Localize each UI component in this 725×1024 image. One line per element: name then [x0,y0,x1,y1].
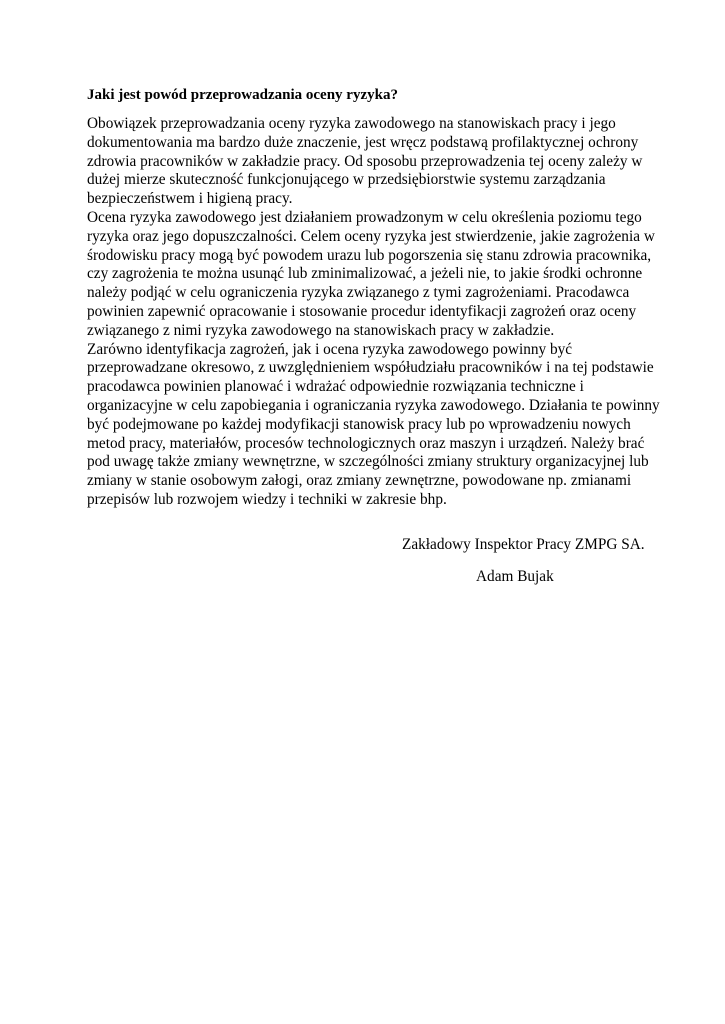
body-line: związanego z nimi ryzyka zawodowego na stanowiskach pracy w zakładzie. [87,321,555,339]
body-line: zdrowia pracowników w zakładzie pracy. Od sposobu przeprowadzenia tej oceny zależy w [87,152,643,170]
body-line: pracodawca powinien planować i wdrażać odpowiednie rozwiązania techniczne i [87,378,584,396]
body-line: być podejmowane po każdej modyfikacji stanowisk pracy lub po wprowadzeniu nowych [87,415,631,433]
body-line: dużej mierze skuteczność funkcjonującego w przedsiębiorstwie systemu zarządzania [87,171,606,189]
body-line: Zarówno identyfikacja zagrożeń, jak i ocena ryzyka zawodowego powinny być [87,340,573,358]
body-line: dokumentowania ma bardzo duże znaczenie, jest wręcz podstawą profilaktycznej ochrony [87,133,639,151]
body-line: ryzyka oraz jego dopuszczalności. Celem oceny ryzyka jest stwierdzenie, jakie zagrożenia w [87,227,655,245]
body-line: metod pracy, materiałów, procesów technologicznych oraz maszyn i urządzeń. Należy brać [87,434,645,452]
body-line: środowisku pracy mogą być powodem urazu lub pogorszenia się stanu zdrowia pracownika, [87,246,652,264]
body-line: pod uwagę także zmiany wewnętrzne, w szczególności zmiany struktury organizacyjnej lub [87,453,649,471]
body-line: Obowiązek przeprowadzania oceny ryzyka zawodowego na stanowiskach pracy i jego [87,115,616,132]
signature-name: Adam Bujak [476,568,554,585]
body-line: bezpieczeństwem i higieną pracy. [87,190,293,208]
document-content [87,86,660,510]
document-title: Jaki jest powód przeprowadzania oceny ryzyka? [87,87,398,103]
body-line: zmiany w stanie osobowym załogi, oraz zmiany zewnętrzne, powodowane np. zmianami [87,472,632,490]
body-line: czy zagrożenia te można usunąć lub zminimalizować, a jeżeli nie, to jakie środki ochronne [87,265,643,283]
body-line: należy podjąć w celu ograniczenia ryzyka związanego z tymi zagrożeniami. Pracodawca [87,284,630,302]
body-line: Ocena ryzyka zawodowego jest działaniem prowadzonym w celu określenia poziomu tego [87,208,642,226]
signature-organization: Zakładowy Inspektor Pracy ZMPG SA. [402,536,645,553]
document-body [87,115,660,510]
body-line: powinien zapewnić opracowanie i stosowanie procedur identyfikacji zagrożeń oraz oceny [87,302,637,320]
body-line: przeprowadzane okresowo, z uwzględnieniem współudziału pracowników i na tej podstawie [87,359,654,377]
body-line: organizacyjne w celu zapobiegania i ograniczania ryzyka zawodowego. Działania te powinny [87,396,660,414]
body-line: przepisów lub rozwojem wiedzy i techniki w zakresie bhp. [87,490,447,508]
